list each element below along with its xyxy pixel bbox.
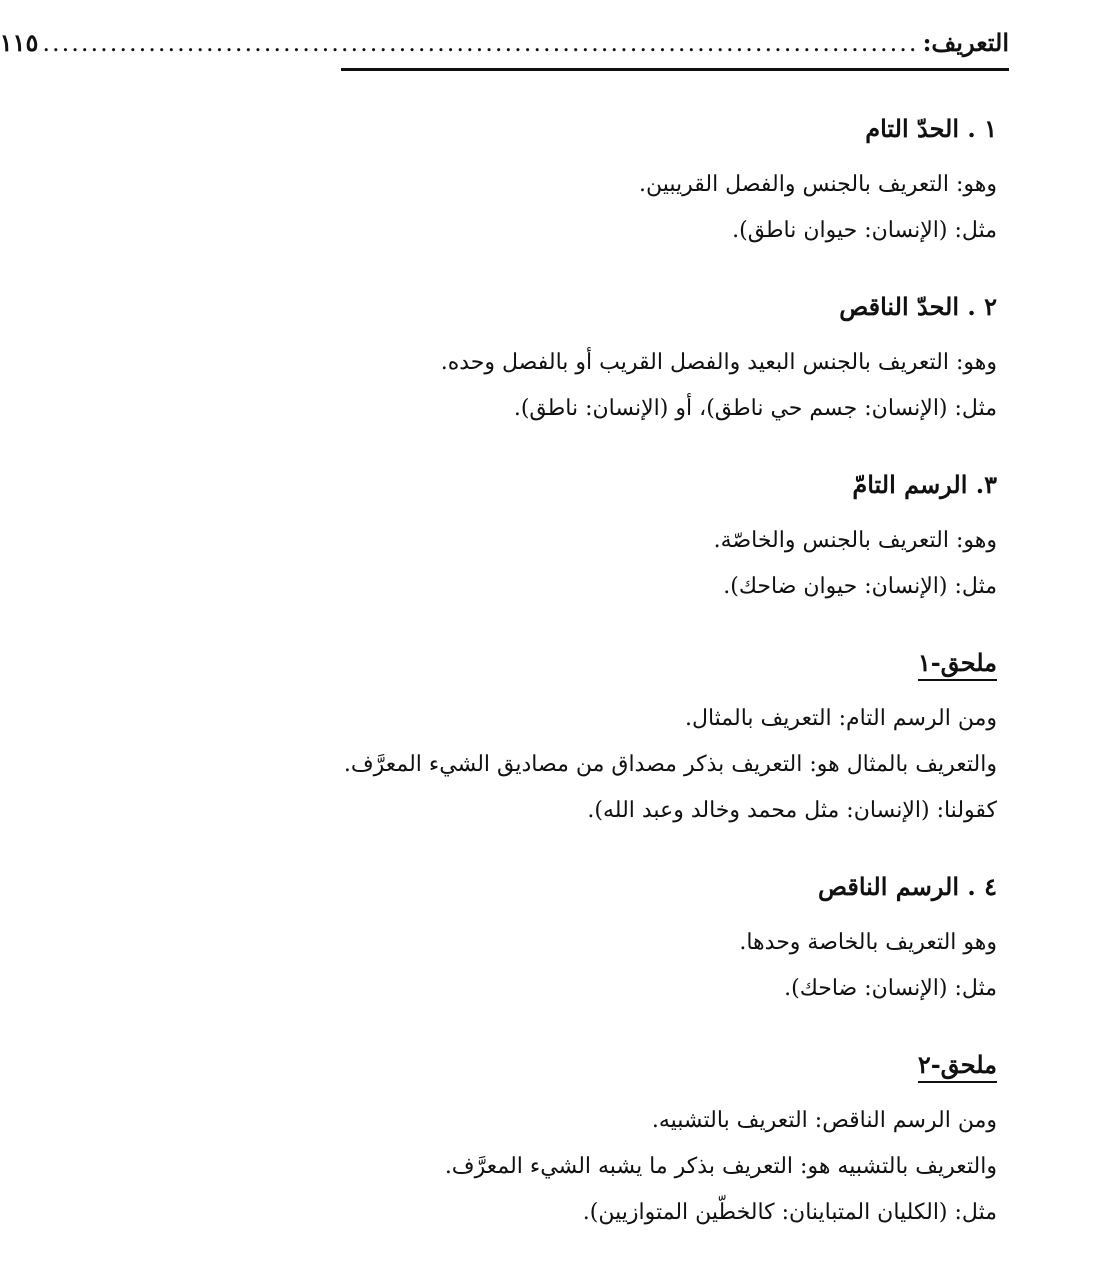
section-appendix-1 (341, 640, 997, 834)
leader-dots: ........................................................................................... (42, 29, 919, 57)
running-header-title: التعريف: (922, 28, 1009, 57)
example-line: مثل: (الكليان المتباينان: كالخطّين المتوازيين). (582, 1200, 997, 1225)
page-body (341, 106, 1009, 1236)
body-line: وهو التعريف بالخاصة وحدها. (739, 930, 997, 955)
body-line: ومن الرسم الناقص: التعريف بالتشبيه. (651, 1108, 997, 1133)
body-line: وهو: التعريف بالجنس والفصل القريبين. (638, 172, 997, 197)
body-line: والتعريف بالتشبيه هو: التعريف بذكر ما يشبه الشيء المعرَّف. (444, 1154, 997, 1179)
body-line: والتعريف بالمثال هو: التعريف بذكر مصداق من مصاديق الشيء المعرَّف. (343, 752, 997, 777)
section-incomplete-definition (341, 284, 997, 432)
example-line: كقولنا: (الإنسان: مثل محمد وخالد وعبد الله). (587, 798, 997, 823)
example-line: مثل: (الإنسان: حيوان ناطق). (732, 218, 997, 243)
section-heading: ٤ . الرسم الناقص (817, 872, 997, 901)
example-line: مثل: (الإنسان: جسم حي ناطق)، أو (الإنسان: ناطق). (513, 396, 997, 421)
appendix-heading (341, 1042, 997, 1088)
running-header (0, 28, 1009, 71)
book-page (0, 28, 1009, 1266)
example-line: مثل: (الإنسان: ضاحك). (784, 976, 997, 1001)
section-appendix-2 (341, 1042, 997, 1236)
section-complete-definition (341, 106, 997, 254)
section-incomplete-description (341, 864, 997, 1012)
appendix-heading-text: ملحق-٢ (918, 1050, 997, 1083)
section-heading: ٢ . الحدّ الناقص (839, 292, 997, 321)
appendix-heading (341, 640, 997, 686)
section-heading: ٣. الرسم التامّ (852, 470, 997, 499)
section-complete-description (341, 462, 997, 610)
body-line: وهو: التعريف بالجنس والخاصّة. (713, 528, 997, 553)
page-number: ١١٥ (0, 28, 39, 57)
section-heading: ١ . الحدّ التام (865, 114, 997, 143)
example-line: مثل: (الإنسان: حيوان ضاحك). (723, 574, 997, 599)
body-line: وهو: التعريف بالجنس البعيد والفصل القريب أو بالفصل وحده. (440, 350, 997, 375)
appendix-heading-text: ملحق-١ (918, 648, 997, 681)
body-line: ومن الرسم التام: التعريف بالمثال. (684, 706, 997, 731)
